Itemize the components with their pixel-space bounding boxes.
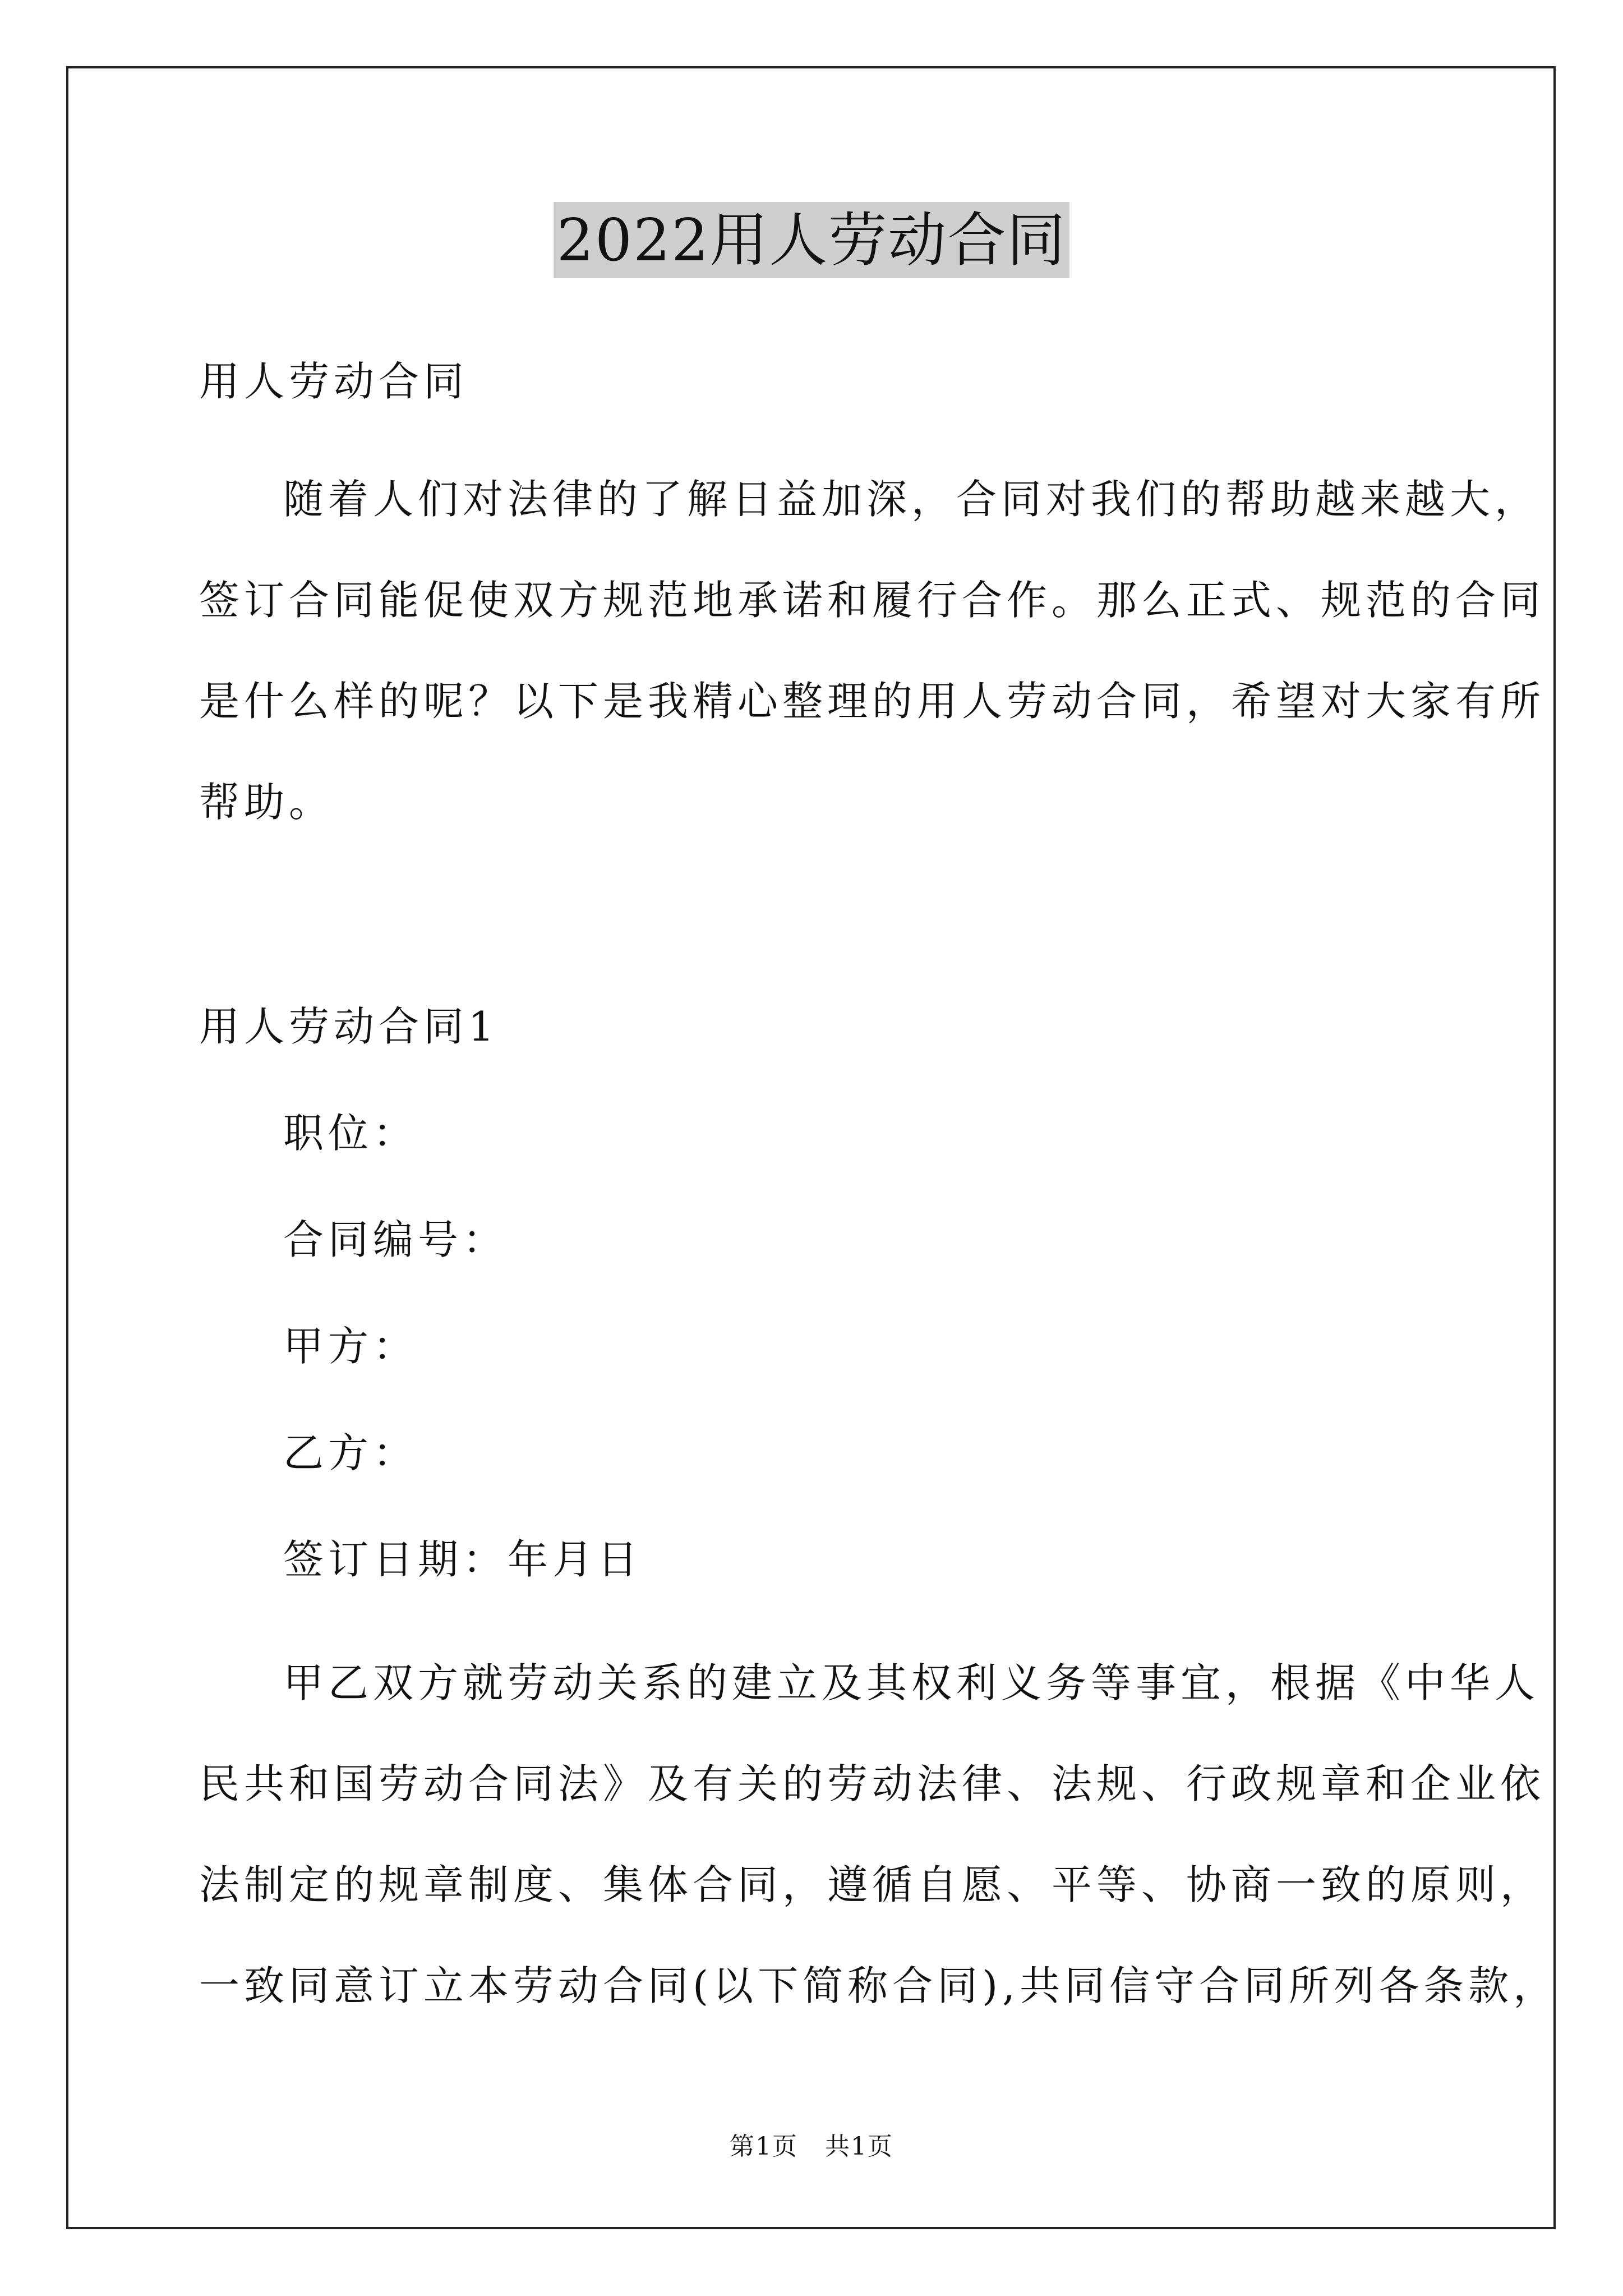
main-line: 甲乙双方就劳动关系的建立及其权利义务等事宜，根据《中华人 (283, 1659, 1540, 1706)
field-sign-date-label: 签订日期：年月日 (283, 1536, 643, 1583)
intro-line: 帮助。 (199, 779, 334, 826)
field-position (199, 1099, 1433, 1167)
intro-line: 签订合同能促使双方规范地承诺和履行合作。那么正式、规范的合同 (199, 577, 1546, 624)
intro-line: 是什么样的呢？以下是我精心整理的用人劳动合同，希望对大家有所 (199, 678, 1546, 725)
subheading-text: 用人劳动合同 (199, 358, 469, 405)
title-container (0, 202, 1623, 278)
field-position-label: 职位： (283, 1110, 418, 1157)
field-contract-number-label: 合同编号： (283, 1216, 508, 1263)
main-paragraph (199, 1632, 1559, 2036)
main-line: 法制定的规章制度、集体合同，遵循自愿、平等、协商一致的原则， (199, 1861, 1546, 1908)
document-title: 2022用人劳动合同 (554, 202, 1070, 278)
section-heading-text: 用人劳动合同1 (199, 1003, 499, 1050)
field-party-a (199, 1313, 1433, 1380)
main-line: 民共和国劳动合同法》及有关的劳动法律、法规、行政规章和企业依 (199, 1760, 1546, 1807)
field-party-a-label: 甲方： (283, 1323, 418, 1370)
field-sign-date (199, 1526, 1433, 1593)
intro-line: 随着人们对法律的了解日益加深，合同对我们的帮助越来越大， (283, 476, 1540, 523)
main-line: 一致同意订立本劳动合同(以下简称合同),共同信守合同所列各条款， (199, 1962, 1559, 2009)
field-contract-number (199, 1206, 1433, 1273)
field-party-b (199, 1419, 1433, 1487)
page-footer: 第1页 共1页 (730, 2132, 893, 2161)
field-party-b-label: 乙方： (283, 1429, 418, 1476)
intro-paragraph (199, 449, 1546, 853)
subheading (199, 348, 1433, 415)
section-heading (199, 993, 1433, 1060)
